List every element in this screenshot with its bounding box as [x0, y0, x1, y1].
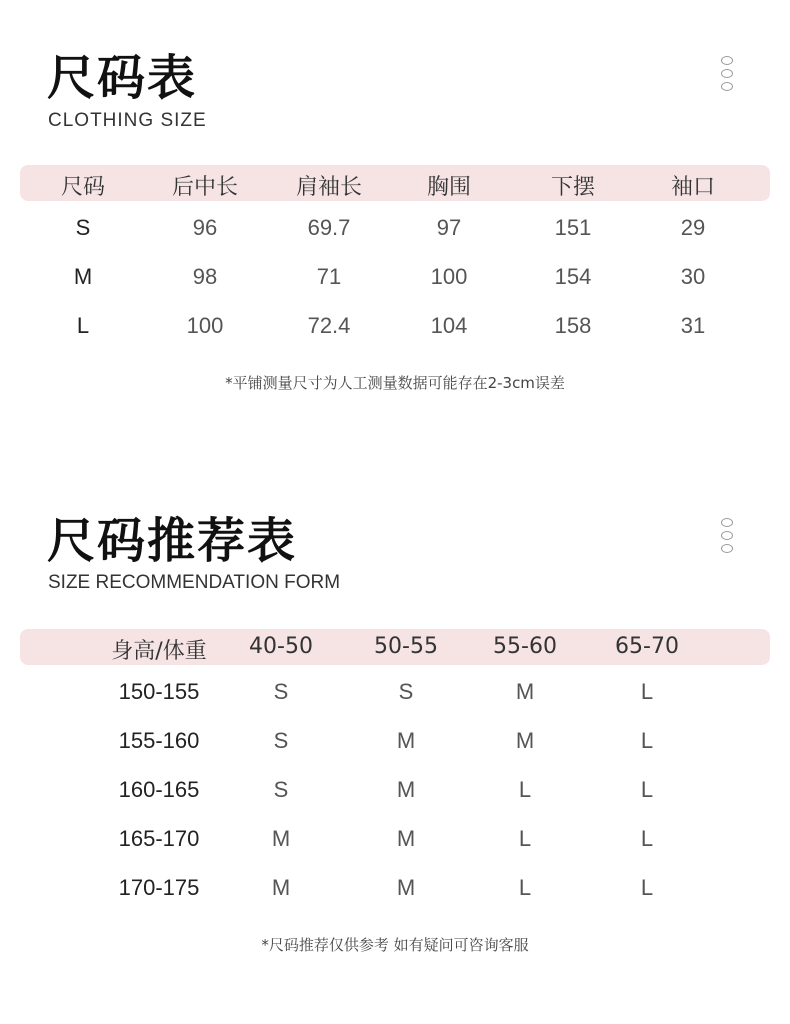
table-cell: 31 — [680, 313, 706, 338]
table-cell: M — [396, 875, 416, 900]
table-cell: 154 — [554, 264, 592, 289]
table-header-cell: 55-60 — [493, 634, 557, 659]
table-cell: L — [640, 826, 654, 851]
recommend-chart-note: *尺码推荐仅供参考 如有疑问可咨询客服 — [261, 936, 529, 954]
table-cell: L — [518, 826, 532, 851]
table-cell: S — [273, 679, 289, 704]
table-header-cell: 胸围 — [426, 175, 472, 200]
table-header-cell: 袖口 — [670, 175, 716, 200]
table-row-label: 150-155 — [118, 679, 200, 704]
table-row-label: S — [75, 215, 91, 240]
table-cell: 29 — [680, 215, 706, 240]
table-cell: 72.4 — [307, 313, 351, 338]
table-header-cell: 后中长 — [171, 175, 239, 200]
table-cell: 96 — [192, 215, 218, 240]
table-cell: M — [271, 826, 291, 851]
table-cell: 98 — [192, 264, 218, 289]
table-cell: L — [640, 679, 654, 704]
table-header-cell: 下摆 — [550, 175, 596, 200]
table-cell: M — [396, 777, 416, 802]
table-row-label: 155-160 — [118, 728, 200, 753]
table-cell: L — [518, 777, 532, 802]
table-header-cell: 65-70 — [615, 634, 679, 659]
size-chart-subtitle: CLOTHING SIZE — [48, 110, 207, 131]
table-cell: L — [640, 777, 654, 802]
table-cell: S — [273, 728, 289, 753]
decorative-dots-icon — [721, 518, 735, 557]
table-cell: M — [396, 826, 416, 851]
table-cell: 100 — [186, 313, 224, 338]
recommend-chart-title: 尺码推荐表 — [47, 513, 298, 569]
table-cell: 151 — [554, 215, 592, 240]
table-row-label: 170-175 — [118, 875, 200, 900]
table-cell: S — [398, 679, 414, 704]
size-chart-title: 尺码表 — [47, 50, 198, 106]
table-cell: M — [515, 728, 535, 753]
table-cell: L — [640, 728, 654, 753]
table-header-cell: 尺码 — [60, 175, 106, 200]
table-header-cell: 50-55 — [374, 634, 438, 659]
recommend-chart-subtitle: SIZE RECOMMENDATION FORM — [48, 572, 341, 593]
table-cell: L — [640, 875, 654, 900]
table-cell: 97 — [436, 215, 462, 240]
table-header-cell: 身高/体重 — [111, 639, 207, 664]
table-cell: 71 — [316, 264, 342, 289]
table-header-cell: 肩袖长 — [295, 175, 363, 200]
table-cell: 158 — [554, 313, 592, 338]
table-cell: 104 — [430, 313, 468, 338]
table-cell: L — [518, 875, 532, 900]
table-row-label: L — [76, 313, 90, 338]
table-cell: S — [273, 777, 289, 802]
table-cell: M — [515, 679, 535, 704]
size-chart-note: *平铺测量尺寸为人工测量数据可能存在2-3cm误差 — [225, 374, 565, 392]
table-row-label: 165-170 — [118, 826, 200, 851]
table-cell: M — [271, 875, 291, 900]
table-row-label: 160-165 — [118, 777, 200, 802]
table-cell: 30 — [680, 264, 706, 289]
table-cell: 100 — [430, 264, 468, 289]
table-row-label: M — [73, 264, 93, 289]
table-cell: 69.7 — [307, 215, 351, 240]
table-cell: M — [396, 728, 416, 753]
table-header-cell: 40-50 — [249, 634, 313, 659]
